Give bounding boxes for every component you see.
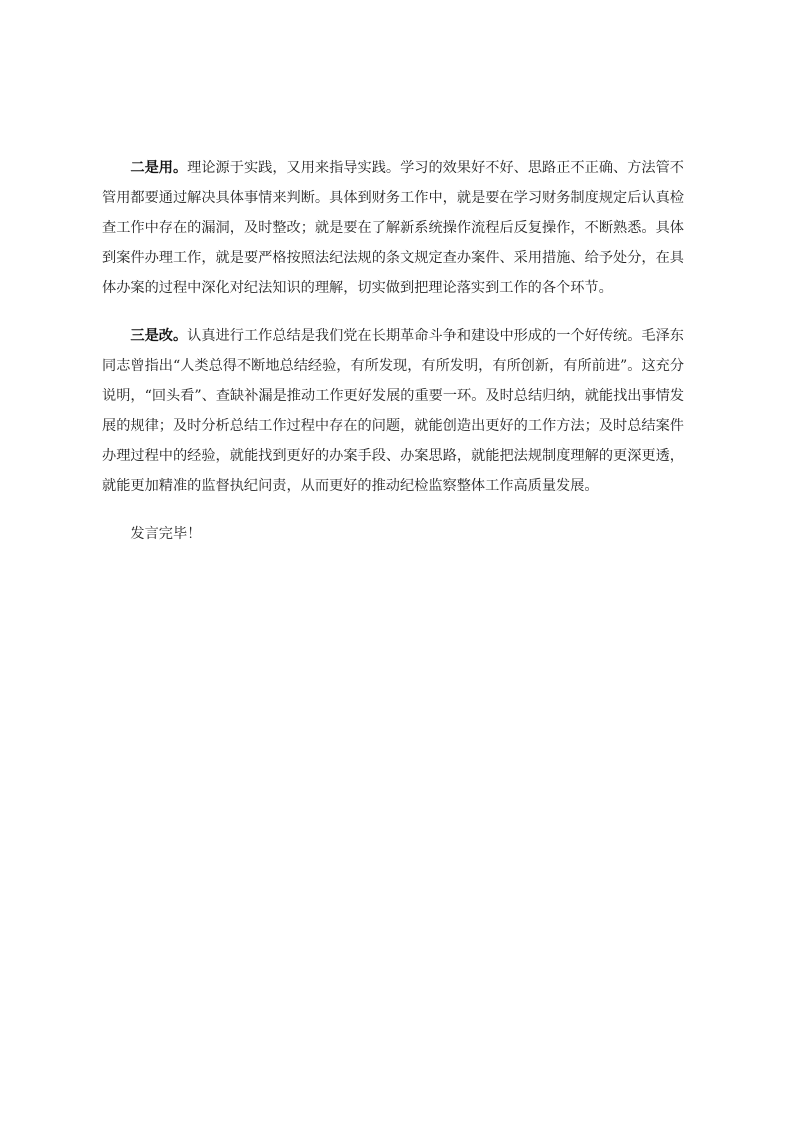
paragraph-text: 发言完毕！ [130, 526, 202, 542]
closing-remark [102, 519, 684, 549]
paragraph-text: 认真进行工作总结是我们党在长期革命斗争和建设中形成的一个好传统。毛泽东同志曾指出“人类总得不断地总结经验，有所发现，有所发明，有所创新，有所前进”。这充分说明，“回头看”、查缺补漏是推动工作更好发展的重要一环。及时总结归纳，就能找出事情发展的规律；及时分析总结工作过程中存在的问题，就能创造出更好的工作方法；及时总结案件办理过程中的经验，就能找到更好的办案手段、办案思路，就能把法规制度理解的更深更透，就能更加精准的监督执纪问责，从而更好的推动纪检监察整体工作高质量发展。 [102, 328, 685, 494]
paragraph-heading: 二是用。 [130, 160, 188, 176]
paragraph-text: 理论源于实践，又用来指导实践。学习的效果好不好、思路正不正确、方法管不管用都要通过解决具体事情来判断。具体到财务工作中，就是要在学习财务制度规定后认真检查工作中存在的漏洞，及时整改；就是要在了解新系统操作流程后反复操作，不断熟悉。具体到案件办理工作，就是要严格按照法纪法规的条文规定查办案件、采用措施、给予处分，在具体办案的过程中深化对纪法知识的理解，切实做到把理论落实到工作的各个环节。 [102, 160, 684, 296]
paragraph-improve [102, 321, 684, 501]
paragraph-heading: 三是改。 [130, 328, 188, 344]
paragraph-use [102, 153, 684, 303]
document-body [102, 153, 684, 567]
